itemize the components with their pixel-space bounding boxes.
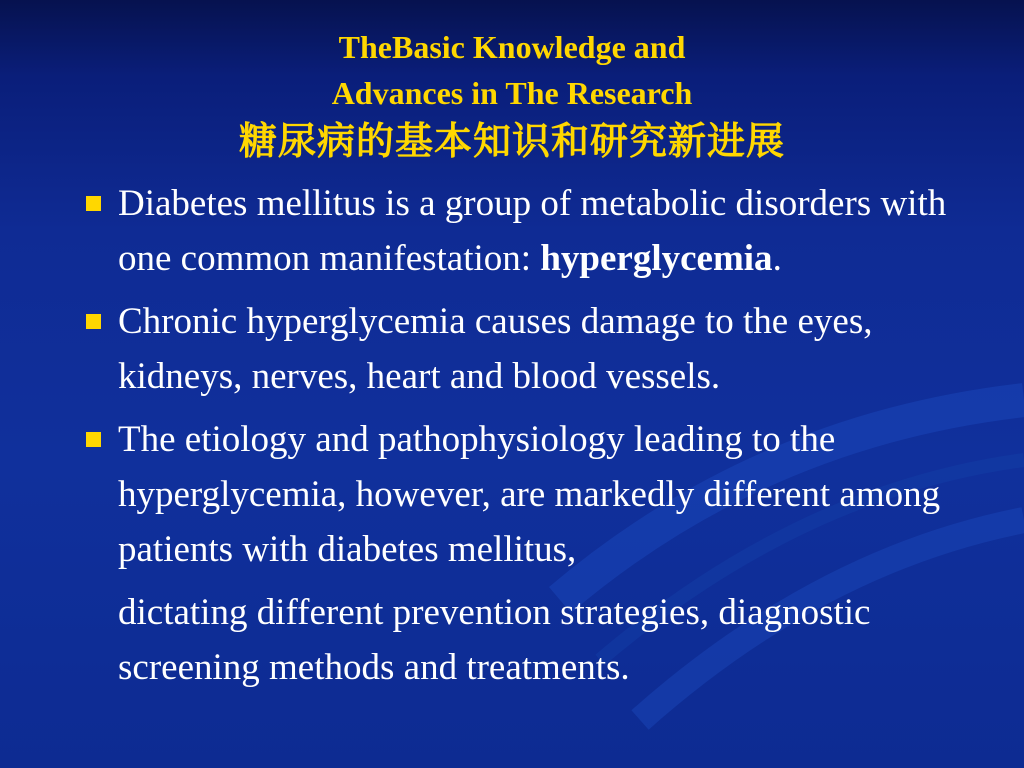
slide-title: [0, 24, 1024, 166]
square-bullet-icon: [86, 196, 101, 211]
bullet-item: [80, 294, 980, 404]
bullet-suffix: .: [772, 238, 782, 279]
square-bullet-icon: [86, 432, 101, 447]
bullet-text: The etiology and pathophysiology leading to the hyperglycemia, however, are markedly different among patients with diabetes mellitus,: [118, 419, 941, 570]
title-line-2: Advances in The Research: [331, 75, 693, 111]
bullet-item: [80, 412, 980, 577]
slide-body: [80, 176, 980, 695]
bullet-text: Chronic hyperglycemia causes damage to the eyes, kidneys, nerves, heart and blood vessels.: [118, 301, 873, 397]
continuation-paragraph: dictating different prevention strategies, diagnostic screening methods and treatments.: [118, 592, 871, 688]
title-chinese: 糖尿病的基本知识和研究新进展: [238, 119, 785, 163]
title-line-1: TheBasic Knowledge and: [338, 29, 686, 65]
bullet-item: [80, 176, 980, 286]
square-bullet-icon: [86, 314, 101, 329]
bullet-text: Diabetes mellitus is a group of metabolic disorders with one common manifestation:: [118, 183, 947, 279]
bullet-bold-term: hyperglycemia: [540, 238, 773, 279]
